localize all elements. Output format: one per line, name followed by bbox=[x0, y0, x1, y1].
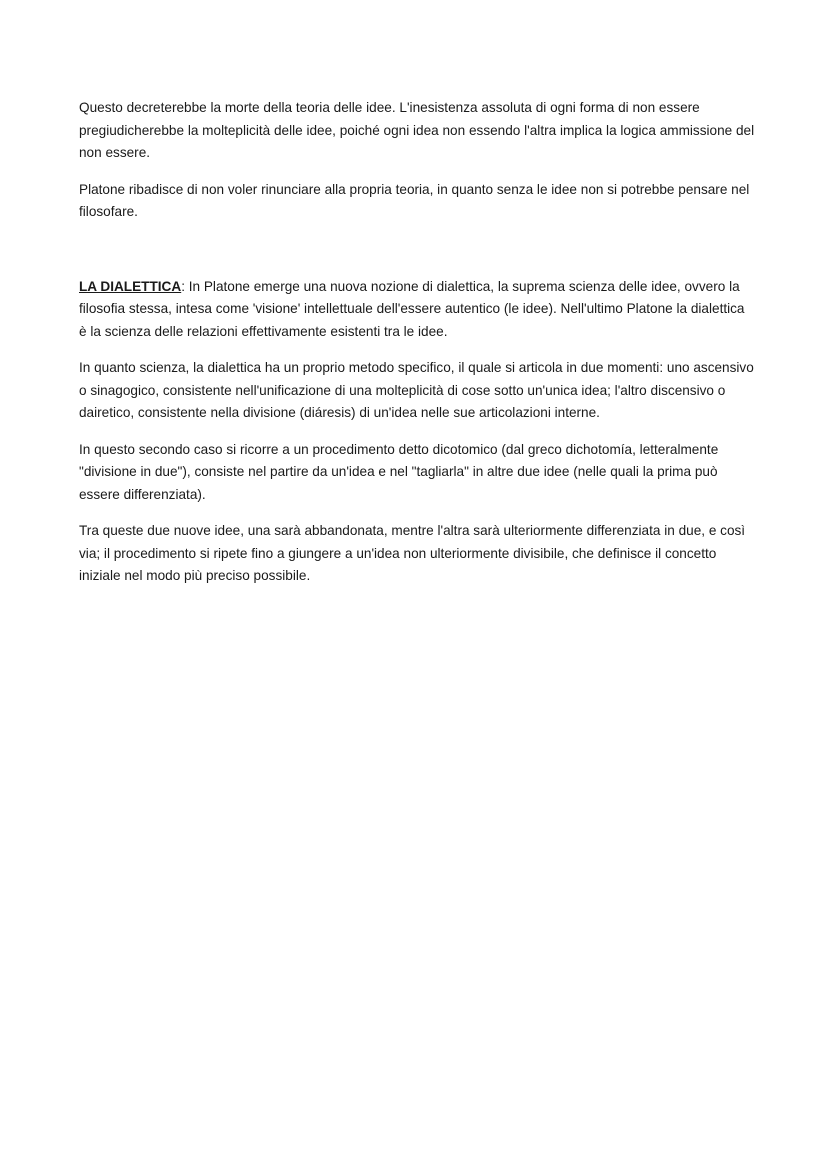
paragraph-metodo: In quanto scienza, la dialettica ha un proprio metodo specifico, il quale si articola in due momenti: uno ascensivo o sinagogico, consistente nell'unificazione di una molteplicità di cose sotto un'unica idea; l'altro discensivo o dairetico, consistente nella divisione (diáresis) di un'idea nelle sue articolazioni interne. bbox=[79, 360, 754, 420]
paragraph-non-essere: Questo decreterebbe la morte della teoria delle idee. L'inesistenza assoluta di ogni forma di non essere pregiudicherebbe la molteplicità delle idee, poiché ogni idea non essendo l'altra implica la logica ammissione del non essere. bbox=[79, 100, 755, 160]
paragraph-dicotomico: In questo secondo caso si ricorre a un procedimento detto dicotomico (dal greco dichotomía, letteralmente "divisione in due"), consiste nel partire da un'idea e nel "tagliarla" in altre due idee (nelle quali la prima può essere differenziata). bbox=[79, 441, 719, 502]
section-dialettica-intro bbox=[79, 276, 755, 344]
section-heading-dialettica: LA DIALETTICA bbox=[79, 278, 182, 294]
paragraph-procedimento: Tra queste due nuove idee, una sarà abbandonata, mentre l'altra sarà ulteriormente differenziata in due, e così via; il procedimento si ripete fino a giungere a un'idea non ulteriormente divisibile, che definisce il concetto iniziale nel modo più preciso possibile. bbox=[79, 523, 746, 583]
paragraph-platone-teoria: Platone ribadisce di non voler rinunciare alla propria teoria, in quanto senza le idee non si potrebbe pensare nel filosofare. bbox=[79, 181, 750, 219]
document-body bbox=[79, 97, 755, 602]
section-intro-text: : In Platone emerge una nuova nozione di dialettica, la suprema scienza delle idee, ovvero la filosofia stessa, intesa come 'visione' intellettuale dell'essere autentico (le idee). Nell'ultimo Platone la dialettica è la scienza delle relazioni effettivamente esistenti tra le idee. bbox=[79, 278, 745, 339]
